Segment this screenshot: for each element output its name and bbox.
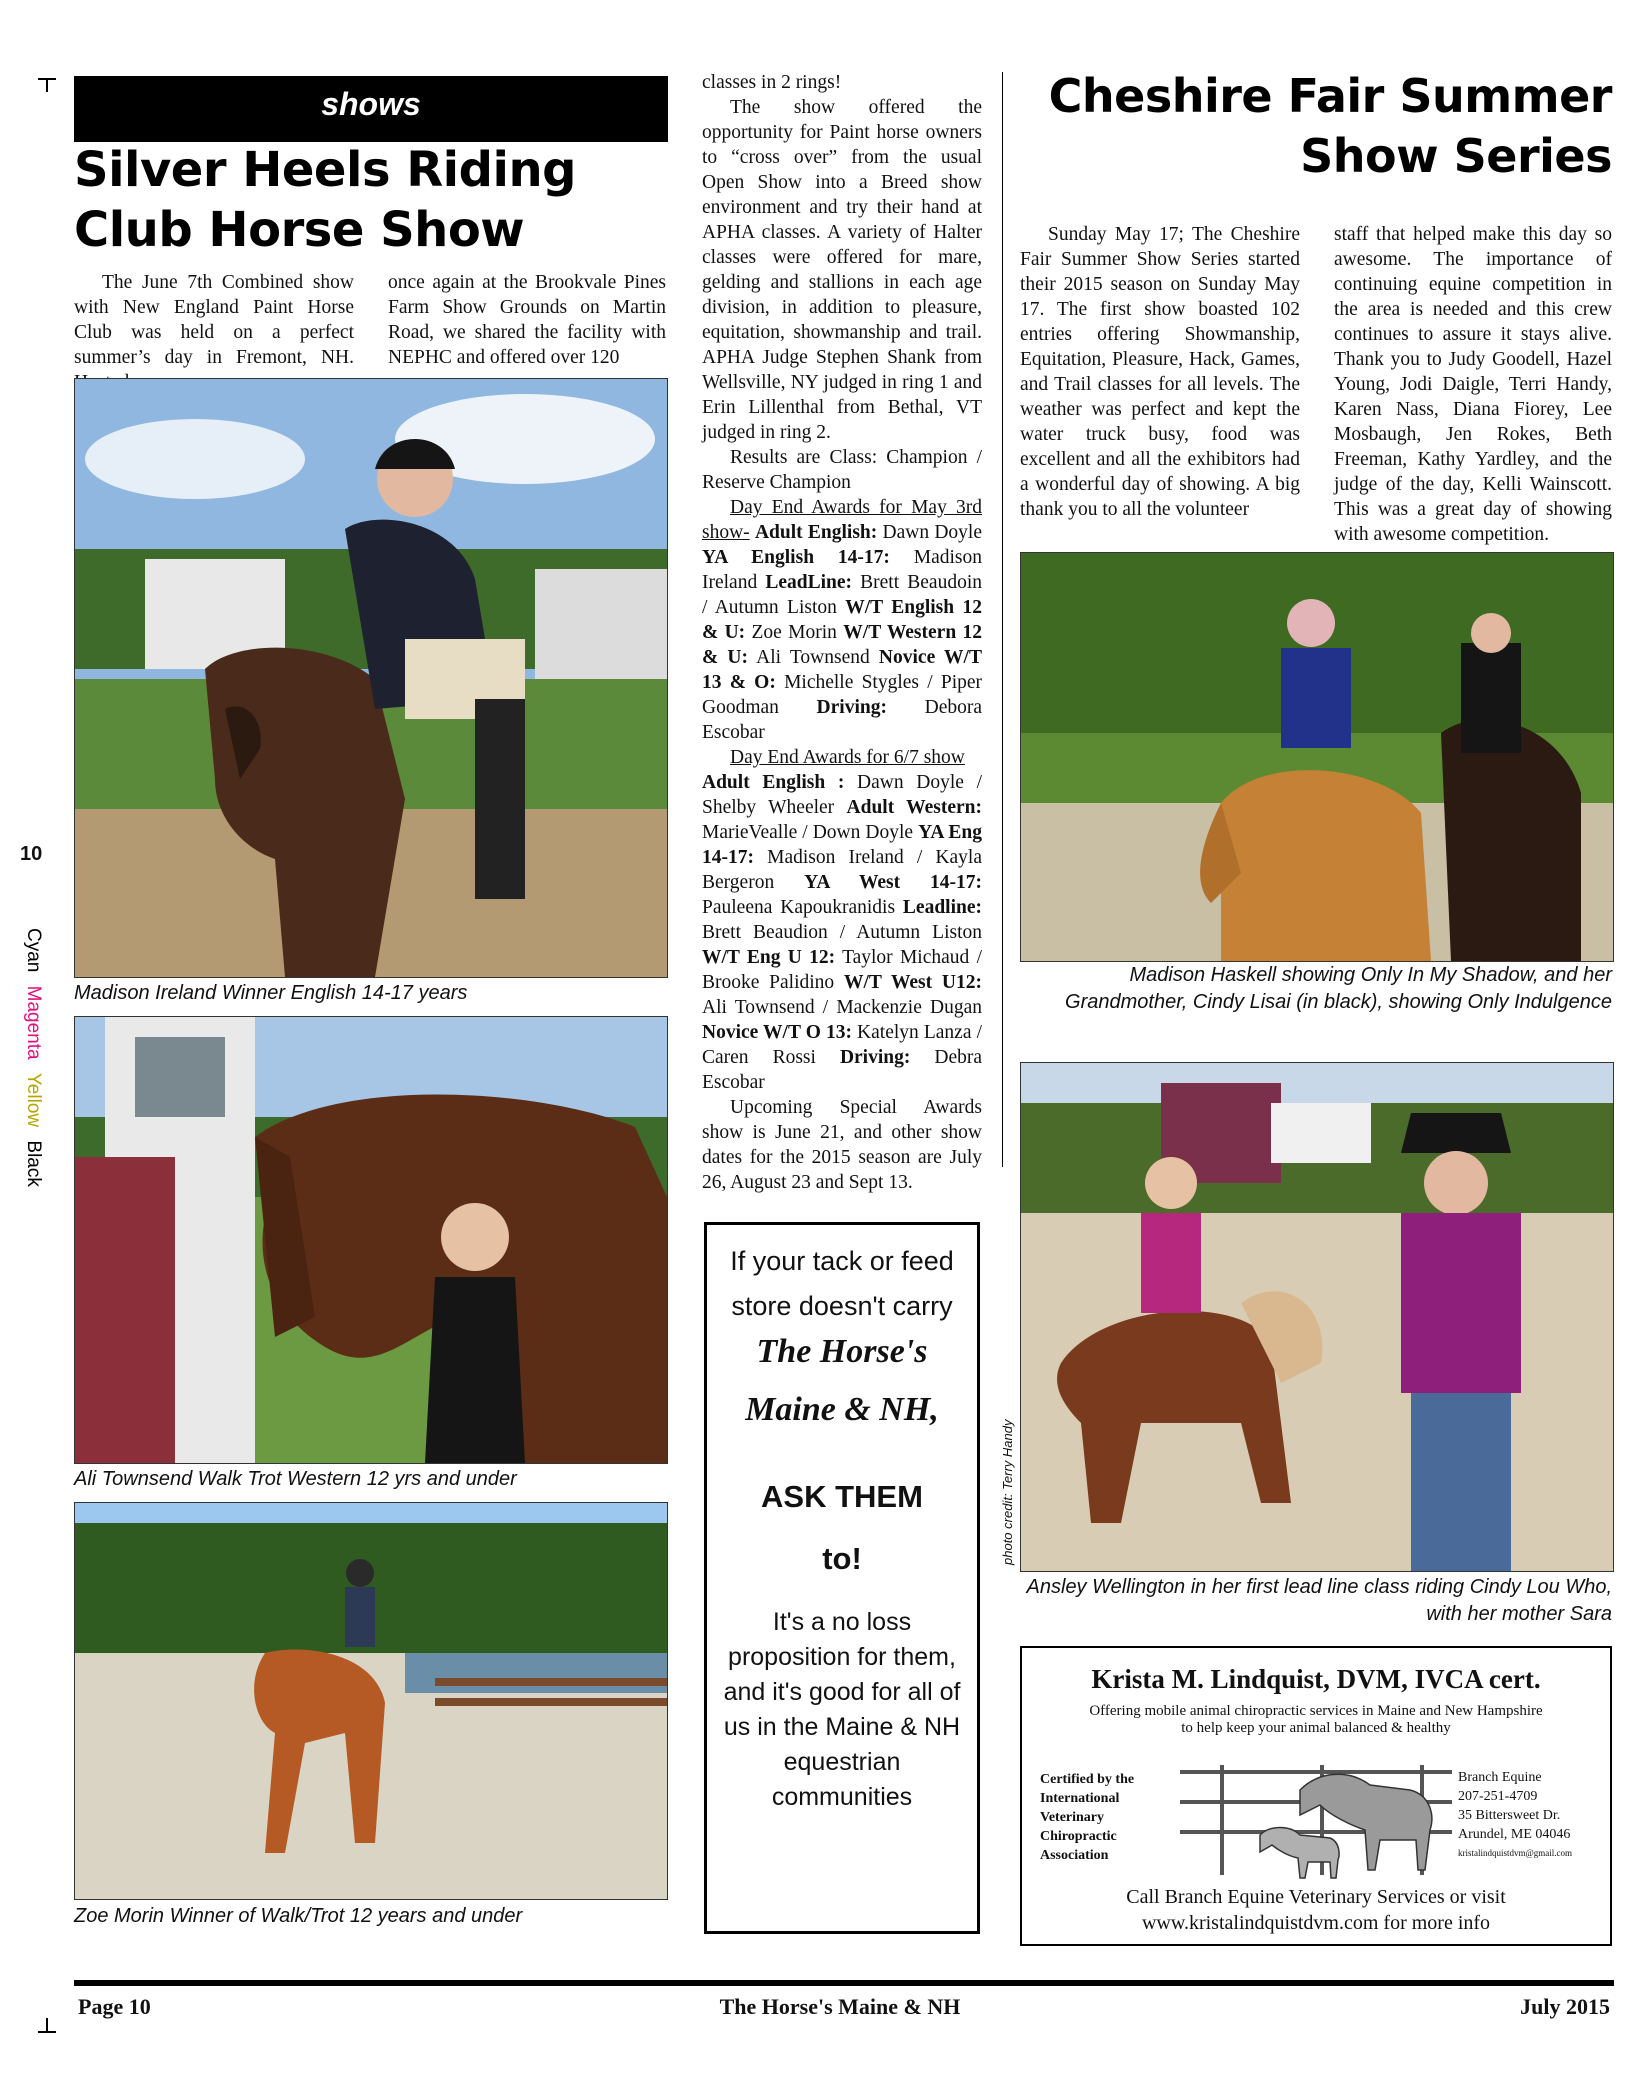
- ad-body: It's a no loss proposition for them, and it's good for all of us in the Maine & NH equestrian communities: [723, 1608, 961, 1811]
- ad-box: [704, 1222, 980, 1934]
- photo-madison-haskell: [1020, 552, 1614, 962]
- ad-title2: Maine & NH,: [745, 1391, 939, 1428]
- section-label: shows: [321, 86, 421, 122]
- vet-ad-contact: Branch Equine 207-251-4709 35 Bittersweet Dr. Arundel, ME 04046 kristalindquistdvm@gmail.com: [1458, 1770, 1573, 1858]
- margin-page-number: 10: [20, 843, 43, 865]
- photo-zoe-morin: [74, 1502, 668, 1900]
- vet-ad-horse-logo: [1180, 1760, 1452, 1880]
- footer-left: Page 10: [78, 1994, 151, 2019]
- left-article-col2: once again at the Brookvale Pines Farm Show Grounds on Martin Road, we shared the facility with NEPHC and offered over 120: [388, 272, 666, 368]
- vet-ad-cert: Certified by the International Veterinary Chiropractic Association: [1040, 1772, 1135, 1863]
- cmyk-black: Black: [23, 1140, 44, 1187]
- photo-ansley-wellington: [1020, 1062, 1614, 1572]
- awards-67-heading: Day End Awards for 6/7 show: [730, 747, 965, 768]
- photo-credit: photo credit: Terry Handy: [1000, 1419, 1015, 1565]
- awards-may-heading: Day End Awards for May 3rd show-: [702, 497, 982, 543]
- cmyk-yellow: Yellow: [23, 1072, 44, 1128]
- caption-photo4: Madison Haskell showing Only In My Shadow, and her Grandmother, Cindy Lisai (in black), showing Only Indulgence: [1065, 964, 1612, 1013]
- footer-right: July 2015: [1520, 1994, 1610, 2019]
- photo-madison-ireland: [74, 378, 668, 978]
- caption-photo3: Zoe Morin Winner of Walk/Trot 12 years and under: [74, 1905, 523, 1927]
- section-label-bar: [74, 76, 668, 142]
- footer-rule: [74, 1980, 1614, 1986]
- cmyk-cyan: Cyan: [23, 928, 44, 973]
- ad-ask: ASK THEM: [761, 1479, 923, 1514]
- right-headline: Cheshire Fair Summer Show Series: [1048, 69, 1612, 183]
- caption-photo5: Ansley Wellington in her first lead line class riding Cindy Lou Who, with her mother Sara: [1026, 1576, 1612, 1625]
- left-article-col1: The June 7th Combined show with New England Paint Horse Club was held on a perfect summer’s day in Fremont, NH.: [74, 272, 354, 368]
- ad-to: to!: [822, 1541, 862, 1576]
- footer-center: The Horse's Maine & NH: [719, 1994, 961, 2019]
- caption-photo2: Ali Townsend Walk Trot Western 12 yrs and under: [74, 1468, 517, 1490]
- ad-title1: The Horse's: [756, 1333, 928, 1370]
- crop-mark-bottom-stem: [46, 2018, 48, 2032]
- vet-ad-tagline2: to help keep your animal balanced & healthy: [1181, 1720, 1451, 1736]
- crop-mark-top-stem: [46, 78, 48, 92]
- ad-line1: If your tack or feed store doesn't carry: [730, 1246, 954, 1321]
- vet-ad-tagline1: Offering mobile animal chiropractic services in Maine and New Hampshire: [1089, 1703, 1543, 1719]
- vet-ad-footer: Call Branch Equine Veterinary Services or visit www.kristalindquistdvm.com for more info: [1126, 1886, 1506, 1934]
- cmyk-magenta: Magenta: [23, 985, 44, 1060]
- caption-photo1: Madison Ireland Winner English 14-17 years: [74, 982, 468, 1004]
- photo-ali-townsend: [74, 1016, 668, 1464]
- right-article-col2: staff that helped make this day so awesome. The importance of continuing equine competition in the area is needed and this crew continues to assure it stays alive. Thank you to Judy Goodell, Hazel Young, Jodi Daigle, Terri Handy, Karen Nass, Diana Fiorey, Lee Mosbaugh, Jen Rokes, Beth Freeman, Kathy Yardley, and the judge of the day, Kelli Wainscott. This was a great day of showing with awesome competition.: [1334, 224, 1612, 545]
- column-rule: [1002, 72, 1003, 1167]
- middle-column-text: classes in 2 rings! The show offered the opportunity for Paint horse owners to “cross over” from the usual Open Show into a Breed show environment and try their hand at APHA classes. A variety of Halter classes were offered for mare, gelding and stallions in each age division, in addition to pleasure, equitation, showmanship and trail. APHA Judge Stephen Shank from Wellsville, NY judged in ring 1 and Erin Lillenthal from Bethal, VT judged in ring 2. Results are Class: Champion / Reserve Champion Day End Awards for May 3rd show- Adult English: Dawn Doyle YA English 14-17: Madison Ireland LeadLine: Brett Beaudoin / Autumn Liston W/T English 12 & U: Zoe Morin W/T Western 12 & U: Ali Townsend Novice W/T 13 & O: Michelle Stygles / Piper Goodman Driving: Debora Escobar Day End Awards for 6/7 show Adult English : Dawn Doyle / Shelby Wheeler Adult Western: MarieVealle / Down Doyle YA Eng 14-17: Madison Ireland / Kayla Bergeron YA West 14-17: Pauleena Kapoukranidis Leadline: Brett Beaudion / Autumn Liston W/T Eng U 12: Taylor Michaud / Brooke Palidino W/T West U12: Ali Townsend / Mackenzie Dugan Novice W/T O 13: Katelyn Lanza / Caren Rossi Driving: Debra Escobar Upcoming Special Awards show is June 21, and other show dates for the 2015 season are July 26, August 23 and Sept 13.: [702, 72, 983, 1193]
- right-article-col1: Sunday May 17; The Cheshire Fair Summer Show Series started their 2015 season on Sunday May 17. The first show boasted 102 entries offering Showmanship, Equitation, Pleasure, Hack, Games, and Trail classes for all levels. The weather was perfect and kept the water truck busy, food was excellent and all the exhibitors had a wonderful day of showing. A big thank you to all the volunteer: [1020, 224, 1300, 520]
- vet-ad: [1020, 1646, 1612, 1946]
- vet-ad-name: Krista M. Lindquist, DVM, IVCA cert.: [1091, 1664, 1541, 1694]
- left-headline: Silver Heels Riding Club Horse Show: [74, 142, 576, 258]
